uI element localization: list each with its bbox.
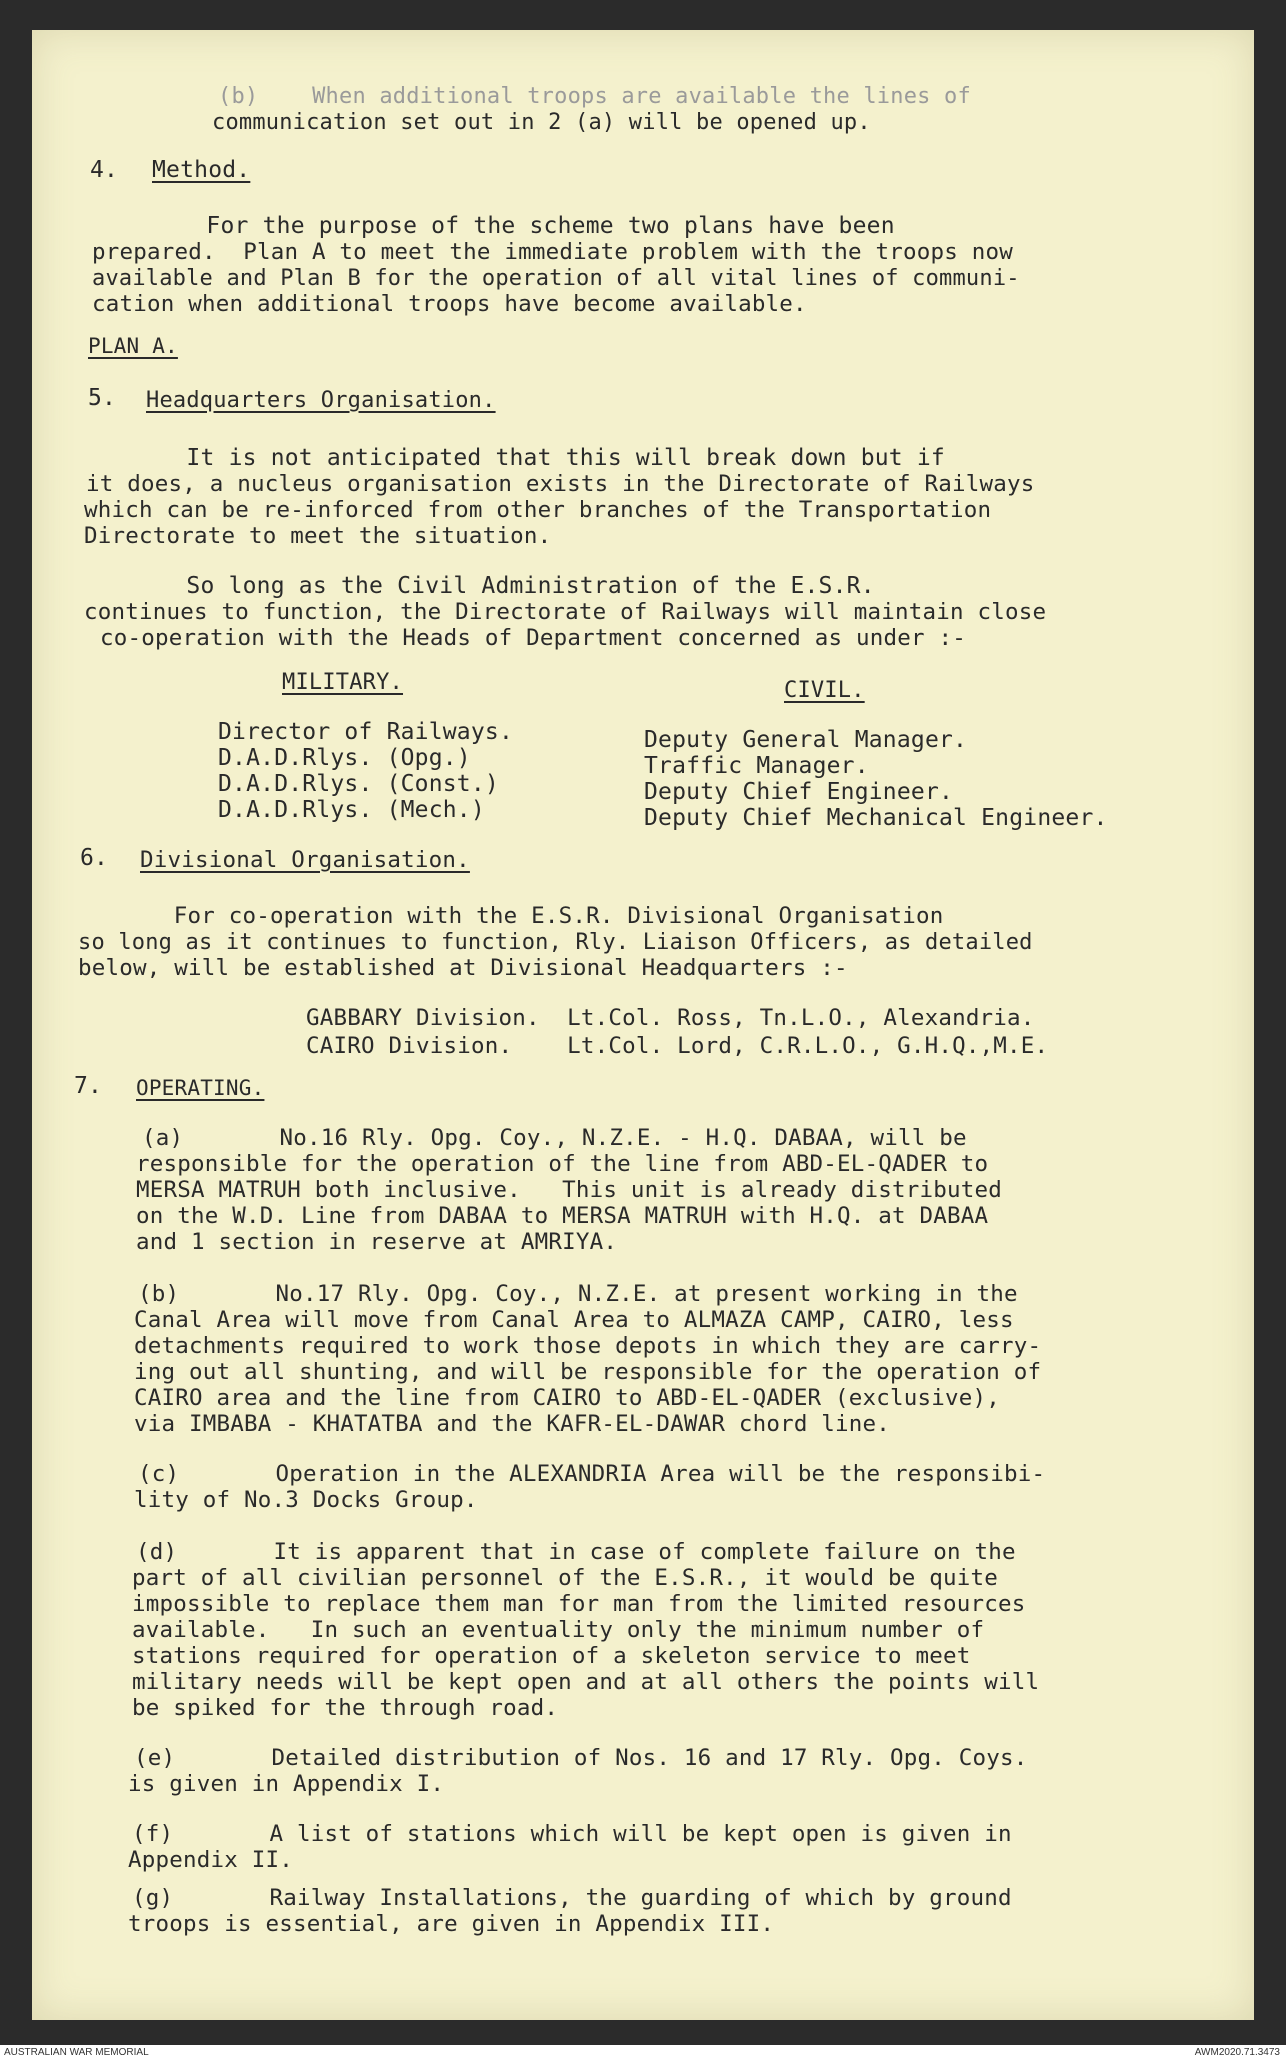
top-line-1: (b) When additional troops are available the lines of xyxy=(218,84,971,109)
military-item-4: D.A.D.Rlys. (Mech.) xyxy=(218,797,485,823)
para-f-line-2: Appendix II. xyxy=(128,1847,293,1873)
section-4-line-3: available and Plan B for the operation of all vital lines of communi- xyxy=(92,266,1020,291)
para-d-line-2: part of all civilian personnel of the E.S.R., it would be quite xyxy=(132,1565,999,1591)
archive-footer xyxy=(0,2045,1286,2061)
para-b-line-4: ing out all shunting, and will be responsible for the operation of xyxy=(134,1359,1042,1385)
section-5-para2-line-3: co-operation with the Heads of Department concerned as under :- xyxy=(100,625,967,651)
para-e-line-1: (e) Detailed distribution of Nos. 16 and 17 Rly. Opg. Coys. xyxy=(134,1745,1028,1771)
section-6-number: 6. xyxy=(80,845,109,871)
section-5-line-3: which can be re-inforced from other branches of the Transportation xyxy=(84,497,992,523)
section-5-line-4: Directorate to meet the situation. xyxy=(84,523,552,549)
section-4-title: Method. xyxy=(152,157,251,183)
para-a-line-3: MERSA MATRUH both inclusive. This unit is already distributed xyxy=(136,1177,1003,1203)
footer-reference: AWM2020.71.3473 xyxy=(1194,2047,1280,2058)
para-b-line-2: Canal Area will move from Canal Area to ALMAZA CAMP, CAIRO, less xyxy=(134,1307,1014,1333)
para-a-line-5: and 1 section in reserve at AMRIYA. xyxy=(136,1229,618,1255)
para-b-line-6: via IMBABA - KHATATBA and the KAFR-EL-DAWAR chord line. xyxy=(134,1411,891,1437)
civil-item-4: Deputy Chief Mechanical Engineer. xyxy=(644,805,1108,831)
section-4-line-2: prepared. Plan A to meet the immediate problem with the troops now xyxy=(92,239,1013,265)
para-a-line-2: responsible for the operation of the line from ABD-EL-QADER to xyxy=(136,1151,989,1177)
military-heading: MILITARY. xyxy=(282,670,404,695)
para-b-line-5: CAIRO area and the line from CAIRO to ABD-EL-QADER (exclusive), xyxy=(134,1385,1001,1411)
section-4-line-1: For the purpose of the scheme two plans have been xyxy=(80,213,895,239)
section-5-line-1: It is not anticipated that this will break down but if xyxy=(60,445,945,471)
division-row-cairo: CAIRO Division. Lt.Col. Lord, C.R.L.O., G.H.Q.,M.E. xyxy=(306,1033,1049,1059)
section-4-number: 4. xyxy=(90,157,119,183)
section-6-line-2: so long as it continues to function, Rly. Liaison Officers, as detailed xyxy=(78,930,1033,955)
section-5-title: Headquarters Organisation. xyxy=(146,388,496,413)
military-item-1: Director of Railways. xyxy=(218,719,513,745)
section-5-para2-line-1: So long as the Civil Administration of the E.S.R. xyxy=(60,573,875,599)
plan-a-heading: PLAN A. xyxy=(88,334,178,358)
para-e-line-2: is given in Appendix I. xyxy=(128,1771,445,1797)
para-b-line-1: (b) No.17 Rly. Opg. Coy., N.Z.E. at present working in the xyxy=(138,1281,1018,1307)
section-6-title: Divisional Organisation. xyxy=(140,847,470,873)
section-5-para2-line-2: continues to function, the Directorate of Railways will maintain close xyxy=(84,599,1047,625)
section-6-line-3: below, will be established at Divisional Headquarters :- xyxy=(78,955,848,981)
para-f-line-1: (f) A list of stations which will be kept open is given in xyxy=(132,1821,1012,1847)
para-a-line-4: on the W.D. Line from DABAA to MERSA MATRUH with H.Q. at DABAA xyxy=(136,1203,989,1229)
top-line-2: communication set out in 2 (a) will be opened up. xyxy=(212,110,871,135)
section-7-title: OPERATING. xyxy=(136,1076,265,1100)
civil-heading: CIVIL. xyxy=(784,678,865,703)
para-d-line-6: military needs will be kept open and at all others the points will xyxy=(132,1669,1040,1695)
para-c-line-2: lity of No.3 Docks Group. xyxy=(134,1487,478,1513)
section-4-line-4: cation when additional troops have become available. xyxy=(92,291,807,317)
para-d-line-7: be spiked for the through road. xyxy=(132,1695,559,1721)
division-row-gabbary: GABBARY Division. Lt.Col. Ross, Tn.L.O., Alexandria. xyxy=(306,1005,1035,1031)
section-5-number: 5. xyxy=(88,385,117,411)
section-6-line-1: For co-operation with the E.S.R. Divisional Organisation xyxy=(50,903,944,929)
para-a-line-1: (a) No.16 Rly. Opg. Coy., N.Z.E. - H.Q. DABAA, will be xyxy=(142,1125,967,1151)
para-c-line-1: (c) Operation in the ALEXANDRIA Area will be the responsibi- xyxy=(138,1461,1046,1487)
para-d-line-1: (d) It is apparent that in case of complete failure on the xyxy=(136,1539,1016,1565)
para-g-line-1: (g) Railway Installations, the guarding of which by ground xyxy=(132,1885,1012,1911)
civil-item-3: Deputy Chief Engineer. xyxy=(644,779,954,805)
footer-institution: AUSTRALIAN WAR MEMORIAL xyxy=(4,2047,149,2058)
section-5-line-2: it does, a nucleus organisation exists in the Directorate of Railways xyxy=(86,471,1035,497)
para-d-line-4: available. In such an eventuality only the minimum number of xyxy=(132,1617,985,1643)
civil-item-2: Traffic Manager. xyxy=(644,753,869,779)
para-d-line-5: stations required for operation of a skeleton service to meet xyxy=(132,1643,971,1669)
para-b-line-3: detachments required to work those depots in which they are carry- xyxy=(134,1333,1042,1359)
civil-item-1: Deputy General Manager. xyxy=(644,727,968,753)
section-7-number: 7. xyxy=(74,1073,103,1099)
military-item-2: D.A.D.Rlys. (Opg.) xyxy=(218,745,471,771)
military-item-3: D.A.D.Rlys. (Const.) xyxy=(218,771,499,797)
para-d-line-3: impossible to replace them man for man from the limited resources xyxy=(132,1591,1026,1617)
para-g-line-2: troops is essential, are given in Appendix III. xyxy=(128,1911,775,1937)
